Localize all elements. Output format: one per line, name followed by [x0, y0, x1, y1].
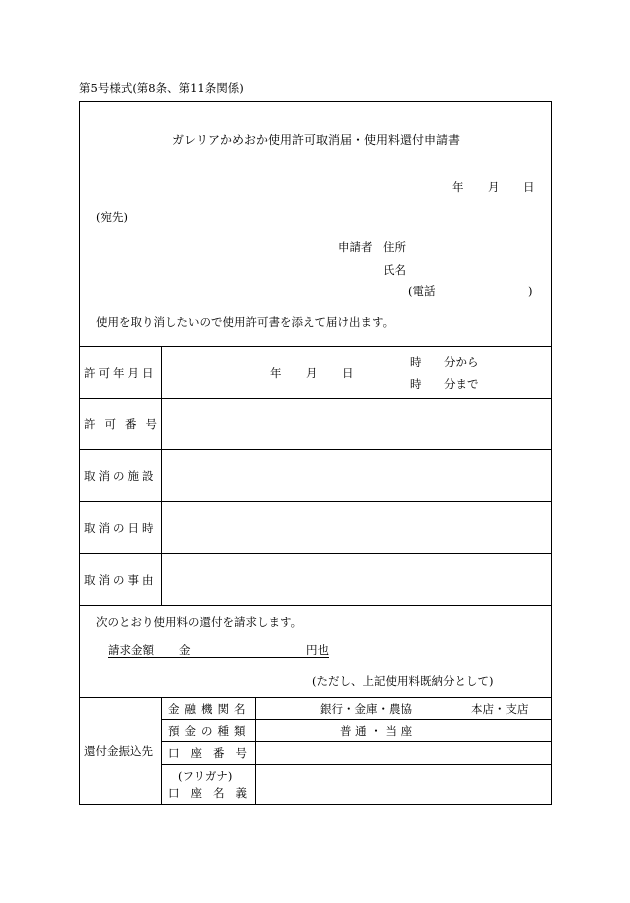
frame-bottom [79, 804, 552, 805]
furigana-label: (フリガナ) [178, 769, 233, 783]
account-number-label: 口座番号 [168, 746, 258, 760]
permit-until: 分まで [444, 377, 479, 391]
amount-kin: 金 [179, 643, 191, 657]
address-label: 住所 [383, 240, 406, 254]
frame-top [79, 101, 552, 102]
transfer-row-divider [161, 741, 552, 742]
row-divider [79, 398, 552, 399]
transfer-row-divider [161, 719, 552, 720]
bank-label: 金融機関名 [168, 702, 251, 716]
cancel-datetime-label: 取消の日時 [84, 521, 157, 535]
transfer-top [79, 697, 552, 698]
permit-from: 分から [444, 355, 479, 369]
refund-note: (ただし、上記使用料既納分として) [312, 674, 494, 688]
row-divider [79, 605, 552, 606]
phone-close: ) [528, 284, 533, 298]
transfer-label: 還付金振込先 [84, 744, 153, 758]
addressee: (宛先) [96, 210, 128, 224]
cancel-facility-label: 取消の施設 [84, 469, 157, 483]
bank-types: 銀行・金庫・農協 [320, 702, 412, 716]
row-divider [79, 346, 552, 347]
permit-year: 年 [270, 366, 282, 380]
name-label: 氏名 [383, 263, 406, 277]
amount-yen: 円也 [306, 643, 329, 657]
deposit-label: 預金の種類 [168, 724, 251, 738]
permit-hour-from: 時 [410, 355, 422, 369]
permit-day: 日 [342, 366, 354, 380]
date-year: 年 [452, 180, 464, 194]
row-divider [79, 553, 552, 554]
frame-right [551, 101, 552, 805]
permit-month: 月 [306, 366, 318, 380]
row-divider [79, 449, 552, 450]
permit-number-label: 許可番号 [84, 417, 166, 431]
phone-open: (電話 [408, 284, 436, 298]
document-title: ガレリアかめおか使用許可取消届・使用料還付申請書 [172, 133, 461, 147]
applicant-label: 申請者 [338, 240, 373, 254]
permit-hour-until: 時 [410, 377, 422, 391]
date-month: 月 [488, 180, 500, 194]
submission-statement: 使用を取り消したいので使用許可書を添えて届け出ます。 [96, 315, 395, 329]
date-day: 日 [523, 180, 535, 194]
cancel-reason-label: 取消の事由 [84, 573, 157, 587]
amount-label: 請求金額 [108, 643, 154, 657]
row-divider [79, 501, 552, 502]
form-number: 第5号様式(第8条、第11条関係) [79, 81, 244, 95]
transfer-label-divider [161, 697, 162, 805]
amount-underline [108, 657, 329, 658]
frame-left [79, 101, 80, 805]
account-name-label: 口座名義 [168, 786, 258, 800]
refund-request-text: 次のとおり使用料の還付を請求します。 [96, 615, 303, 629]
permit-date-label: 許可年月日 [84, 366, 157, 380]
label-column-divider [161, 346, 162, 605]
branch-types: 本店・支店 [471, 702, 529, 716]
transfer-row-divider [161, 764, 552, 765]
deposit-types: 普 通 ・ 当 座 [340, 724, 413, 738]
